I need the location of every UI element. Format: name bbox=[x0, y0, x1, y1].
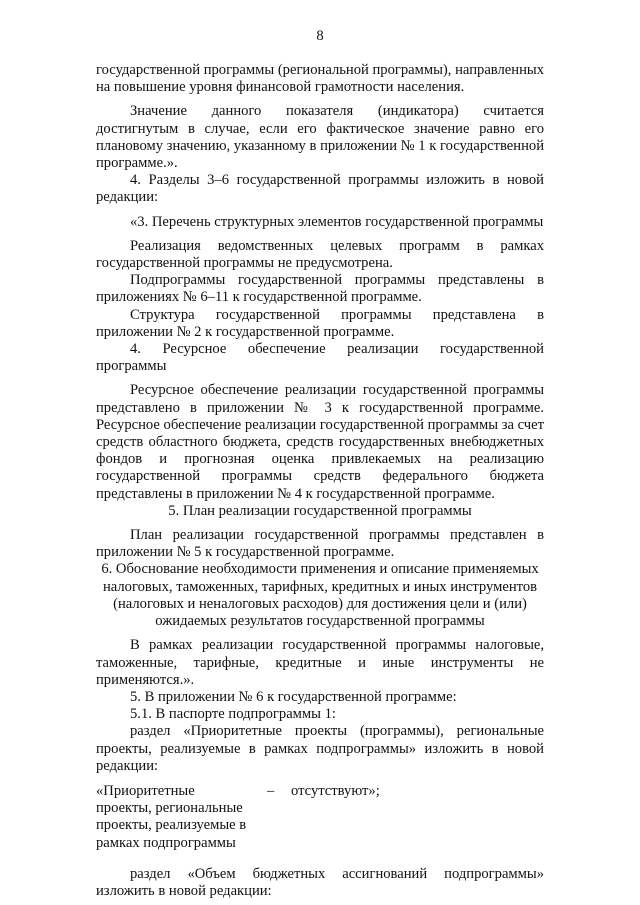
passport-table bbox=[96, 783, 544, 852]
heading-line: 6. Обоснование необходимости применения и описание применяемых bbox=[101, 561, 539, 578]
paragraph: 5.1. В паспорте подпрограммы 1: bbox=[130, 706, 336, 723]
paragraph: Реализация ведомственных целевых программ в рамках государственной программы не предусмотрена. bbox=[96, 237, 544, 272]
section-heading: «3. Перечень структурных элементов государственной программы bbox=[130, 213, 544, 230]
heading-line: (налоговых и неналоговых расходов) для достижения цели и (или) bbox=[113, 595, 527, 612]
paragraph: 4. Разделы 3–6 государственной программы изложить в новой редакции: bbox=[96, 172, 544, 206]
paragraph: Подпрограммы государственной программы представлены в приложениях № 6–11 к государственной программе. bbox=[96, 272, 544, 306]
paragraph: раздел «Объем бюджетных ассигнований подпрограммы» изложить в новой редакции: bbox=[96, 865, 544, 899]
paragraph: Структура государственной программы представлена в приложении № 2 к государственной программе. bbox=[96, 306, 544, 340]
section-heading: 5. План реализации государственной программы bbox=[168, 502, 472, 519]
paragraph: Значение данного показателя (индикатора) считается достигнутым в случае, если его фактическое значение равно его плановому значению, указанному в приложении № 1 к государственной программе.». bbox=[96, 103, 544, 172]
table-value: отсутствуют»; bbox=[291, 782, 380, 799]
section-heading: 4. Ресурсное обеспечение реализации государственной программы bbox=[96, 341, 544, 375]
paragraph: раздел «Приоритетные проекты (программы), региональные проекты, реализуемые в рамках подпрограммы» изложить в новой редакции: bbox=[96, 723, 544, 774]
document-body bbox=[96, 62, 544, 900]
heading-line: налоговых, таможенных, тарифных, кредитных и иных инструментов bbox=[102, 578, 538, 595]
table-cell-value bbox=[253, 783, 380, 852]
paragraph: Ресурсное обеспечение реализации государственной программы представлено в приложении № 3 к государственной программе. Ресурсное обеспечение реализации государственной программы за счет средств областного бюджета, средств государственных внебюджетных фондов и прогнозная оценка привлекаемых на реализацию государственной программы средств федерального бюджета представлены в приложении № 4 к государственной программе. bbox=[96, 382, 544, 502]
page-number: 8 bbox=[316, 28, 324, 44]
table-dash: – bbox=[267, 782, 275, 799]
paragraph: государственной программы (региональной программы), направленных на повышение уровня финансовой грамотности населения. bbox=[96, 62, 544, 96]
section-heading bbox=[96, 561, 544, 630]
paragraph: 5. В приложении № 6 к государственной программе: bbox=[130, 688, 457, 705]
table-cell-label: «Приоритетные проекты, региональные проекты, реализуемые в рамках подпрограммы bbox=[96, 782, 247, 851]
heading-line: ожидаемых результатов государственной программы bbox=[155, 613, 485, 630]
paragraph: В рамках реализации государственной программы налоговые, таможенные, тарифные, кредитные и иные инструменты не применяются.». bbox=[96, 637, 544, 688]
paragraph: План реализации государственной программы представлен в приложении № 5 к государственной программе. bbox=[96, 527, 544, 561]
